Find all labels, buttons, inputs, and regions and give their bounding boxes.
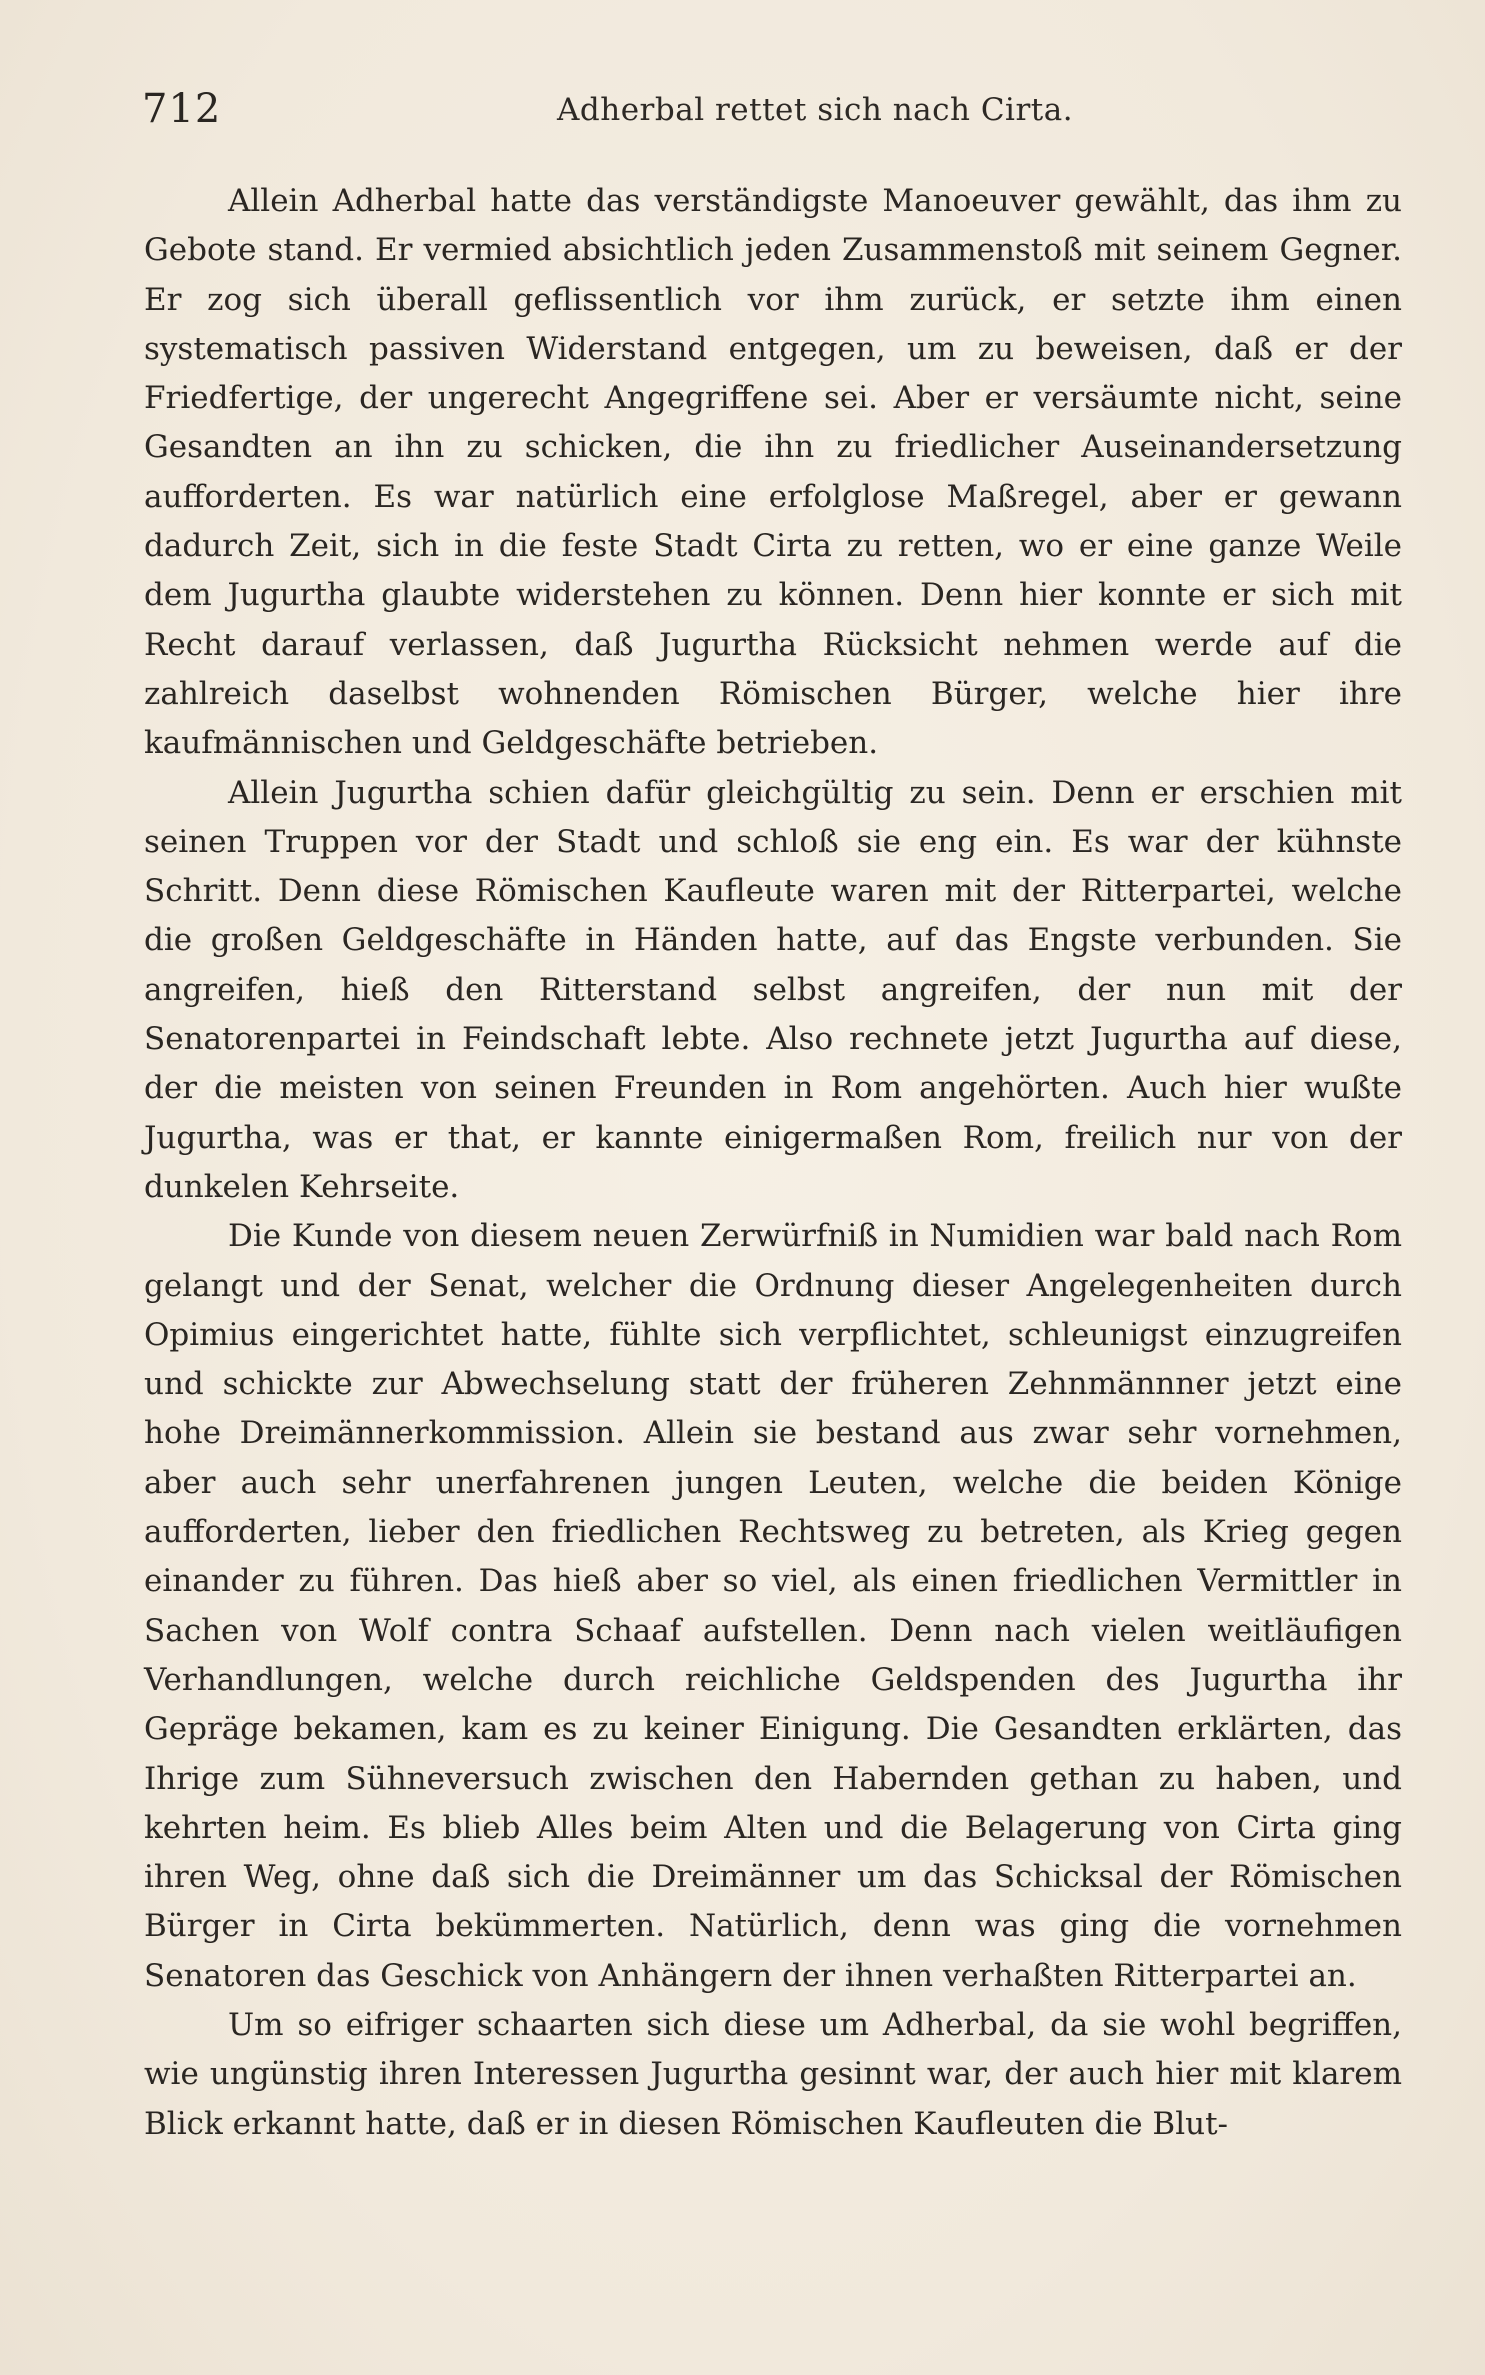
paragraph: Allein Jugurtha schien dafür gleichgültig zu sein. Denn er erschien mit seinen Truppen vor der Stadt und schloß sie eng ein. Es war der kühnste Schritt. Denn diese Römischen Kaufleute waren mit der Ritterpartei, welche die großen Geldgeschäfte in Händen hatte, auf das Engste verbunden. Sie angreifen, hieß den Ritterstand selbst angreifen, der nun mit der Senatorenpartei in Feindschaft lebte. Also rechnete jetzt Jugurtha auf diese, der die meisten von seinen Freunden in Rom angehörten. Auch hier wußte Jugurtha, was er that, er kannte einigermaßen Rom, freilich nur von der dunkelen Kehrseite.: [144, 774, 1402, 1205]
paragraph: Um so eifriger schaarten sich diese um Adherbal, da sie wohl begriffen, wie ungünstig ihren Interessen Jugurtha gesinnt war, der auch hier mit klarem Blick erkannt hatte, daß er in diesen Römischen Kaufleuten die Blut-: [144, 2006, 1402, 2142]
page-header: [142, 86, 1402, 146]
page-number: 712: [142, 86, 222, 132]
body-text: [144, 177, 1402, 2149]
running-head: Adherbal rettet sich nach Cirta.: [557, 92, 1074, 128]
paragraph: Allein Adherbal hatte das verständigste Manoeuver gewählt, das ihm zu Gebote stand. Er vermied absichtlich jeden Zusammenstoß mit seinem Gegner. Er zog sich überall geflissentlich vor ihm zurück, er setzte ihm einen systematisch passiven Widerstand entgegen, um zu beweisen, daß er der Friedfertige, der ungerecht Angegriffene sei. Aber er versäumte nicht, seine Gesandten an ihn zu schicken, die ihn zu friedlicher Auseinandersetzung aufforderten. Es war natürlich eine erfolglose Maßregel, aber er gewann dadurch Zeit, sich in die feste Stadt Cirta zu retten, wo er eine ganze Weile dem Jugurtha glaubte widerstehen zu können. Denn hier konnte er sich mit Recht darauf verlassen, daß Jugurtha Rücksicht nehmen werde auf die zahlreich daselbst wohnenden Römischen Bürger, welche hier ihre kaufmännischen und Geldgeschäfte betrieben.: [144, 183, 1402, 762]
paragraph: Die Kunde von diesem neuen Zerwürfniß in Numidien war bald nach Rom gelangt und der Senat, welcher die Ordnung dieser Angelegenheiten durch Opimius eingerichtet hatte, fühlte sich verpflichtet, schleunigst einzugreifen und schickte zur Abwechselung statt der früheren Zehnmännner jetzt eine hohe Dreimännerkommission. Allein sie bestand aus zwar sehr vornehmen, aber auch sehr unerfahrenen jungen Leuten, welche die beiden Könige aufforderten, lieber den friedlichen Rechtsweg zu betreten, als Krieg gegen einander zu führen. Das hieß aber so viel, als einen friedlichen Vermittler in Sachen von Wolf contra Schaaf aufstellen. Denn nach vielen weitläufigen Verhandlungen, welche durch reichliche Geldspenden des Jugurtha ihr Gepräge bekamen, kam es zu keiner Einigung. Die Gesandten erklärten, das Ihrige zum Sühneversuch zwischen den Habernden gethan zu haben, und kehrten heim. Es blieb Alles beim Alten und die Belagerung von Cirta ging ihren Weg, ohne daß sich die Dreimänner um das Schicksal der Römischen Bürger in Cirta bekümmerten. Natürlich, denn was ging die vornehmen Senatoren das Geschick von Anhängern der ihnen verhaßten Ritterpartei an.: [144, 1218, 1402, 1994]
